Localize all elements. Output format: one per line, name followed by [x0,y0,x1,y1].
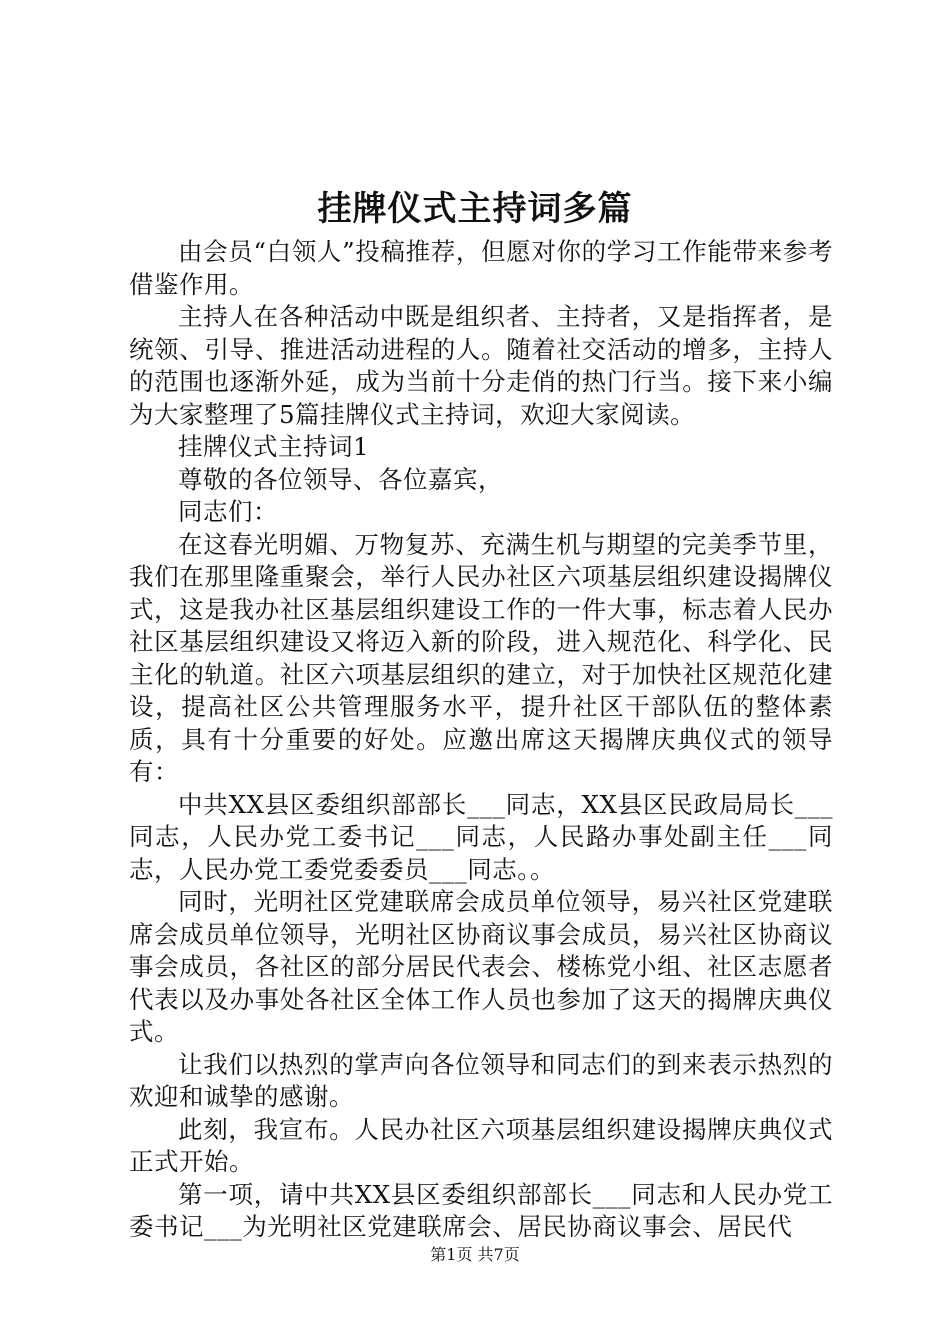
section-heading: 挂牌仪式主持词1 [178,432,370,461]
salutation: 同志们： [178,497,278,526]
paragraph: 在这春光明媚、万物复苏、充满生机与期望的完美季节里，我们在那里隆重聚会，举行人民办社区六项基层组织建设揭牌仪式，这是我办社区基层组织建设工作的一件大事，标志着人民办社区基层组织建设又将迈入新的阶段，进入规范化、科学化、民主化的轨道。社区六项基层组织的建立，对于加快社区规范化建设，提高社区公共管理服务水平，提升社区干部队伍的整体素质，具有十分重要的好处。应邀出席这天揭牌庆典仪式的领导有： [129,529,833,786]
paragraph: 此刻，我宣布。人民办社区六项基层组织建设揭牌庆典仪式正式开始。 [129,1114,833,1176]
paragraph: 中共XX县区委组织部部长___同志，XX县区民政局局长___同志，人民办党工委书记___同志，人民路办事处副主任___同志，人民办党工委党委委员___同志。。 [129,789,833,884]
page-number: 第1页 共7页 [430,1245,520,1264]
paragraph: 第一项，请中共XX县区委组织部部长___同志和人民办党工委书记___为光明社区党建联席会、居民协商议事会、居民代 [129,1179,833,1241]
paragraph: 主持人在各种活动中既是组织者、主持者，又是指挥者，是统领、引导、推进活动进程的人。随着社交活动的增多，主持人的范围也逐渐外延，成为当前十分走俏的热门行当。接下来小编为大家整理了5篇挂牌仪式主持词，欢迎大家阅读。 [129,302,833,429]
document-title: 挂牌仪式主持词多篇 [317,189,633,229]
paragraph: 由会员“白领人”投稿推荐，但愿对你的学习工作能带来参考借鉴作用。 [129,237,833,299]
paragraph: 让我们以热烈的掌声向各位领导和同志们的到来表示热烈的欢迎和诚挚的感谢。 [129,1049,833,1111]
salutation: 尊敬的各位领导、各位嘉宾， [178,464,503,494]
paragraph: 同时，光明社区党建联席会成员单位领导，易兴社区党建联席会成员单位领导，光明社区协商议事会成员，易兴社区协商议事会成员，各社区的部分居民代表会、楼栋党小组、社区志愿者代表以及办事处各社区全体工作人员也参加了这天的揭牌庆典仪式。 [129,887,833,1046]
document-body [129,236,833,1244]
